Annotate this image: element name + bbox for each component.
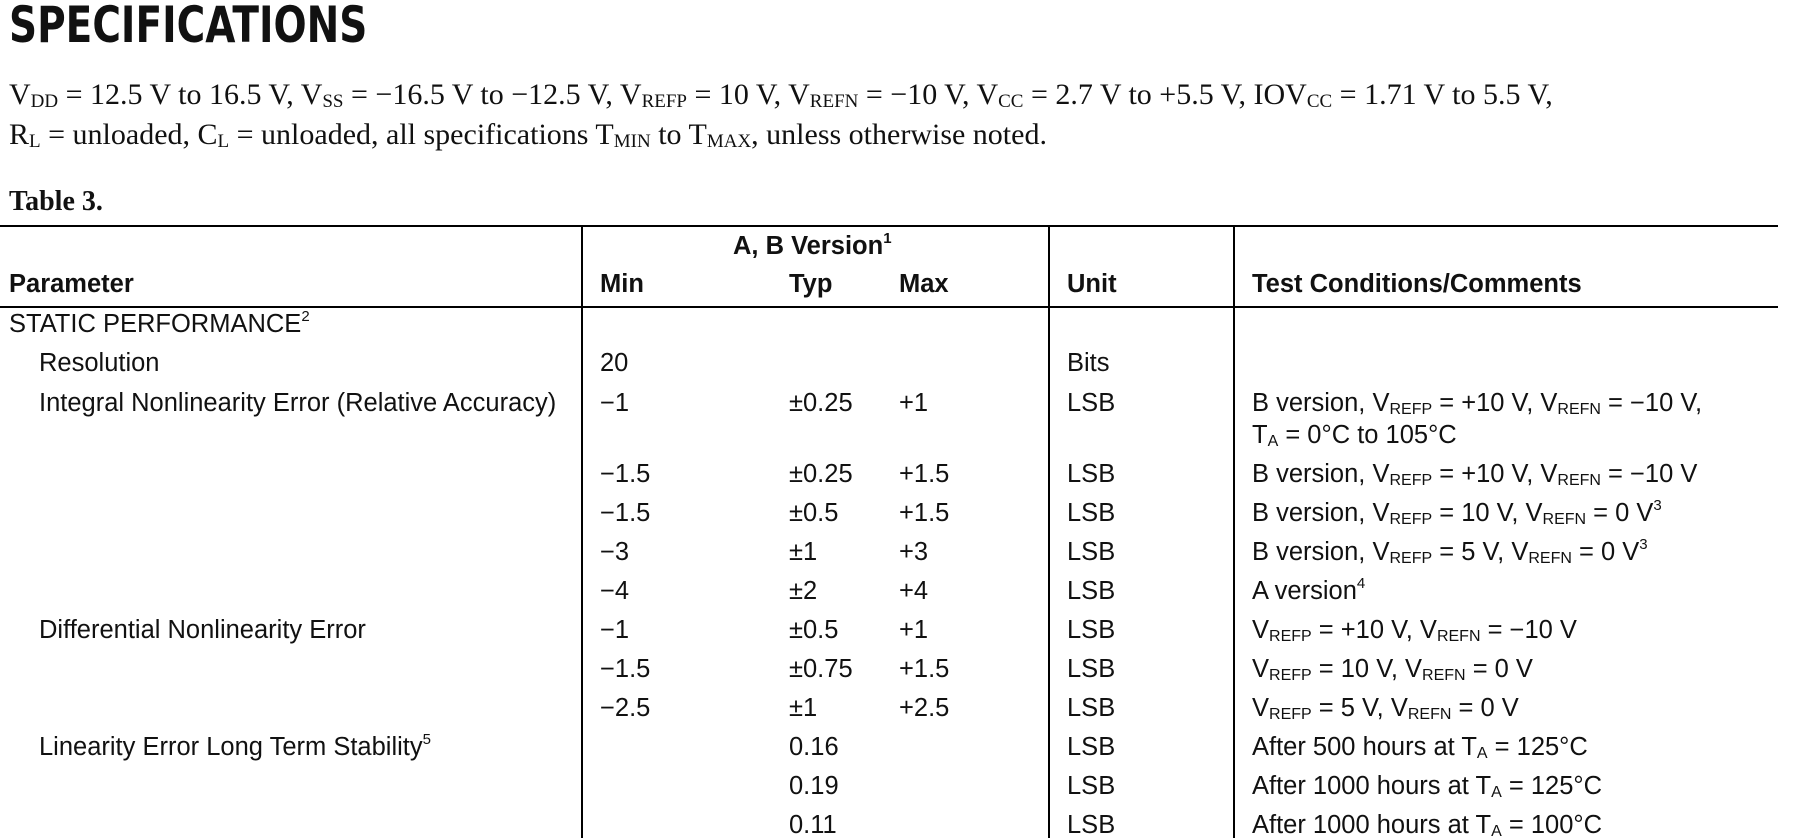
- row-test-condition: After 500 hours at $T_A = 125^\circ C$: [1252, 733, 1588, 762]
- row-typ: ±2: [789, 577, 818, 605]
- header-min: Min: [600, 270, 644, 298]
- table-caption: Table 3.: [9, 186, 103, 217]
- section-static-performance: STATIC PERFORMANCE$^2$: [9, 308, 310, 338]
- row-test-condition: After 1000 hours at $T_A = 125^\circ C$: [1252, 772, 1602, 801]
- row-max: +4: [899, 577, 929, 605]
- row-unit: LSB: [1067, 577, 1116, 605]
- row-param: Differential Nonlinearity Error: [39, 616, 366, 644]
- row-test-condition: $V_{REFP} = 5$ V, $V_{REFN} = 0$ V: [1252, 694, 1519, 723]
- row-test-condition: After 1000 hours at $T_A = 100^\circ C$: [1252, 811, 1602, 840]
- row-min: −4: [600, 577, 630, 605]
- row-typ: ±0.25: [789, 389, 853, 417]
- row-max: +1.5: [899, 655, 950, 683]
- row-typ: ±0.75: [789, 655, 853, 683]
- row-unit: LSB: [1067, 733, 1116, 761]
- column-divider-parameter: [581, 226, 583, 838]
- row-min: −1: [600, 616, 630, 644]
- row-param: Linearity Error Long Term Stability$^5$: [39, 731, 431, 761]
- row-test-condition: A version$^4$: [1252, 575, 1366, 605]
- row-max: +1.5: [899, 499, 950, 527]
- row-typ: 0.16: [789, 733, 839, 761]
- row-unit: LSB: [1067, 655, 1116, 683]
- row-unit: LSB: [1067, 772, 1116, 800]
- row-min: −2.5: [600, 694, 651, 722]
- column-divider-unit: [1233, 226, 1235, 838]
- row-typ: ±1: [789, 694, 818, 722]
- row-unit: LSB: [1067, 538, 1116, 566]
- header-typ: Typ: [789, 270, 833, 298]
- row-test-condition: $V_{REFP} = +10$ V, $V_{REFN} = -10$ V: [1252, 616, 1577, 645]
- row-min: −1.5: [600, 655, 651, 683]
- row-unit: LSB: [1067, 694, 1116, 722]
- row-min: −1: [600, 389, 630, 417]
- row-min: −1.5: [600, 460, 651, 488]
- row-max: +1: [899, 616, 929, 644]
- page-title: SPECIFICATIONS: [9, 0, 368, 54]
- row-param: Resolution: [39, 349, 160, 377]
- operating-conditions-line-1: $V_{DD} = 12.5$ V to 16.5 V, $V_{SS} = -16.5$ V to −12.5 V, $V_{REFP} = 10$ V, $V_{REFN} = -10$ V, $V_{CC} = 2.7$ V to +5.5 V, $IOV_{CC} = 1.71$ V to 5.5 V,: [9, 78, 1553, 112]
- header-test-conditions: Test Conditions/Comments: [1252, 270, 1582, 298]
- table-top-rule: [0, 225, 1778, 227]
- row-test-condition: B version, $V_{REFP} = 10$ V, $V_{REFN} = 0$ $V^3$: [1252, 497, 1662, 528]
- column-divider-values: [1048, 226, 1050, 838]
- row-max: +2.5: [899, 694, 950, 722]
- row-min: −1.5: [600, 499, 651, 527]
- row-typ: 0.11: [789, 811, 837, 839]
- operating-conditions-line-2: $R_L$ = unloaded, $C_L$ = unloaded, all specifications $T_{MIN}$ to $T_{MAX}$, unless otherwise noted.: [9, 118, 1047, 152]
- row-max: +3: [899, 538, 929, 566]
- row-typ: ±0.5: [789, 499, 839, 527]
- row-typ: ±0.5: [789, 616, 839, 644]
- row-unit: LSB: [1067, 460, 1116, 488]
- row-test-condition: B version, $V_{REFP} = +10$ V, $V_{REFN} = -10$ V: [1252, 460, 1698, 489]
- header-group-version: A, B Version$^1$: [733, 230, 892, 260]
- row-min: 20: [600, 349, 629, 377]
- table-header-rule: [0, 306, 1778, 308]
- row-test-condition-continued: $T_A = 0^\circ C$ to 105°C: [1252, 421, 1457, 450]
- header-unit: Unit: [1067, 270, 1117, 298]
- header-parameter: Parameter: [9, 270, 134, 298]
- row-typ: ±0.25: [789, 460, 853, 488]
- row-max: +1.5: [899, 460, 950, 488]
- row-max: +1: [899, 389, 929, 417]
- row-unit: LSB: [1067, 499, 1116, 527]
- row-min: −3: [600, 538, 630, 566]
- row-unit: Bits: [1067, 349, 1110, 377]
- row-unit: LSB: [1067, 389, 1116, 417]
- header-max: Max: [899, 270, 949, 298]
- row-typ: ±1: [789, 538, 818, 566]
- row-unit: LSB: [1067, 616, 1116, 644]
- row-test-condition: B version, $V_{REFP} = +10$ V, $V_{REFN} = -10$ V,: [1252, 389, 1703, 418]
- row-test-condition: $V_{REFP} = 10$ V, $V_{REFN} = 0$ V: [1252, 655, 1533, 684]
- row-param: Integral Nonlinearity Error (Relative Accuracy): [39, 389, 557, 417]
- row-test-condition: B version, $V_{REFP} = 5$ V, $V_{REFN} = 0$ $V^3$: [1252, 536, 1648, 567]
- row-unit: LSB: [1067, 811, 1116, 839]
- row-typ: 0.19: [789, 772, 839, 800]
